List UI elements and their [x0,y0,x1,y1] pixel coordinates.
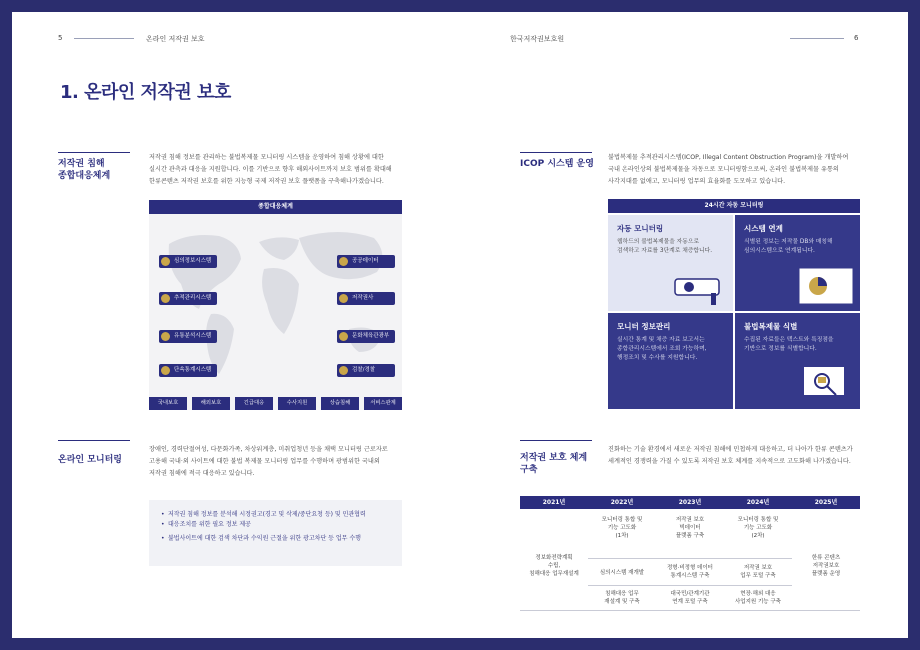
left-page-number: 5 [58,34,63,42]
section-paragraph: 장애인, 경력단절여성, 다문화가족, 차상위계층, 미취업청년 등을 채택 모니터링 근로자로 고용해 국내·외 사이트에 대한 불법 복제물 모니터링 업무를 수행하며 광범위한 국내외 저작권 침해에 적극 대응하고 있습니다. [149,446,388,477]
header-rule [74,38,134,39]
system-icon [161,366,170,375]
icop-monitoring-grid [608,199,860,409]
section-paragraph: 불법복제물 추적관리시스템(ICOP, Illegal Content Obstruction Program)을 개발하여 국내 온라인상의 불법복제물을 자동으로 모니터링함으로써, 온라인 불법복제물 유통의 사각지대를 없애고, 모니터링 업무의 효율화를 도모하고 있습니다. [608,154,849,185]
row-divider [588,558,792,559]
cell-illegal-identify: 불법복제물 식별 수집된 자료들은 텍스트와 특징점을 기반으로 정보를 식별합니다. [735,313,860,409]
response-system-diagram [149,200,402,410]
roadmap-table [520,496,860,605]
cell-system-link: 시스템 연계 식별된 정보는 저작물 DB와 매칭해 심의시스템으로 연계됩니다. [735,215,860,311]
badge-icon [339,366,348,375]
cell-2024-b: 저작권 보호 업무 포털 구축 [740,565,776,579]
pill-distribution-system: 유통분석시스템 [159,330,217,343]
tab-overseas: 해외보호 [192,397,230,410]
icop-header: 24시간 자동 모니터링 [608,199,860,213]
tab-habitual: 상습침해 [321,397,359,410]
list-item: • 저작권 침해 정보를 분석해 시정권고(경고 및 삭제/중단요청 등) 및 민관협력 [161,510,390,520]
list-item: • 대응조치를 위한 필요 정보 제공 [161,520,390,530]
cell-auto-monitoring: 자동 모니터링 웹하드의 불법복제물을 자동으로 검색하고 자료를 3단계로 채증합니다. [608,215,733,311]
tab-investigation: 수사지원 [278,397,316,410]
diagram-tabs [149,397,402,410]
diagram-header: 종합대응체계 [149,200,402,214]
tab-service: 서비스관계 [364,397,402,410]
magnifier-alert-icon [802,365,854,405]
data-icon [339,257,348,266]
section-label-icop: ICOP 시스템 운영 [520,159,594,169]
monitor-chart-icon [798,267,854,305]
system-icon [161,294,170,303]
section-rule [58,440,130,441]
right-running-title: 한국저작권보호원 [510,35,565,43]
section-rule [58,152,130,153]
cell-2024-a: 모니터링 통합 및 기능 고도화 (2차) [737,517,779,539]
pill-prosecution-police: 검찰/경찰 [337,364,395,377]
pill-tracking-system: 추적관리시스템 [159,292,217,305]
copyright-icon [339,294,348,303]
cell-2024-c: 현장·해외 대응 사업지원 기능 구축 [734,591,781,605]
cell-2023-b: 정형·비정형 데이터 통계시스템 구축 [666,565,713,579]
row-divider [588,585,792,586]
pill-copyright-holder: 저작권사 [337,292,395,305]
section-paragraph: 저작권 침해 정보를 관리하는 불법복제물 모니터링 시스템을 운영하여 침해 상황에 대한 실시간 관측과 대응을 지원합니다. 이를 기반으로 향후 해외사이트까지 보호 범위를 확대해 한류콘텐츠 저작권 보호를 위한 지능형 국제 저작권 보호 플랫폼을 구축해나가겠습니다. [149,154,392,185]
list-item: • 불법사이트에 대한 검색 차단과 수익원 근절을 위한 광고차단 등 업무 수행 [161,534,390,544]
system-icon [161,257,170,266]
tab-domestic: 국내보호 [149,397,187,410]
header-rule [790,38,844,39]
section-label-infringement: 저작권 침해 종합대응체계 [58,159,111,181]
cell-2023-c: 대국민/관계기관 연계 포털 구축 [670,591,710,605]
section-label-protection-system: 저작권 보호 체계 구축 [520,453,588,475]
system-icon [161,332,170,341]
cell-2025: 한류 콘텐츠 저작권보호 플랫폼 운영 [811,555,841,577]
section-label-monitoring: 온라인 모니터링 [58,455,122,465]
monitoring-bullets [149,500,402,566]
pill-ministry: 문화체육관광부 [337,330,395,343]
pill-review-system: 심의정보시스템 [159,255,217,268]
cell-2023-a: 저작권 보호 빅데이터 플랫폼 구축 [675,517,705,539]
cell-2022-b: 심의시스템 재개발 [599,570,645,576]
left-running-title: 온라인 저작권 보호 [146,35,205,43]
section-paragraph: 진화하는 기술 환경에서 새로운 저작권 침해에 민첩하게 대응하고, 더 나아가 한류 콘텐츠가 세계적인 경쟁력을 가질 수 있도록 저작권 보호 체계를 지속적으로 고도화해 나가겠습니다. [608,446,853,465]
right-page-number: 6 [854,34,859,42]
cell-2021: 정보화전략계획 수립, 침해대응 업무재설계 [529,555,579,577]
table-header: 2021년 2022년 2023년 2024년 2025년 [520,496,860,509]
cell-2022-a: 모니터링 통합 및 기능 고도화 (1차) [601,517,643,539]
pill-statistics-system: 단속통계시스템 [159,364,217,377]
building-icon [339,332,348,341]
cctv-camera-icon [669,273,729,307]
cell-monitor-info: 모니터 정보관리 실시간 통계 및 채증 자료 보고서는 종합관리시스템에서 조회 가능하며, 행정조치 및 수사를 지원합니다. [608,313,733,409]
section-rule [520,440,592,441]
pill-public-data: 공공데이터 [337,255,395,268]
document-spread [12,12,908,638]
page-title: 1. 온라인 저작권 보호 [60,82,231,103]
section-rule [520,152,592,153]
tab-emergency: 긴급대응 [235,397,273,410]
table-bottom-rule [520,610,860,611]
cell-2022-c: 침해대응 업무 재설계 및 구축 [604,591,640,605]
